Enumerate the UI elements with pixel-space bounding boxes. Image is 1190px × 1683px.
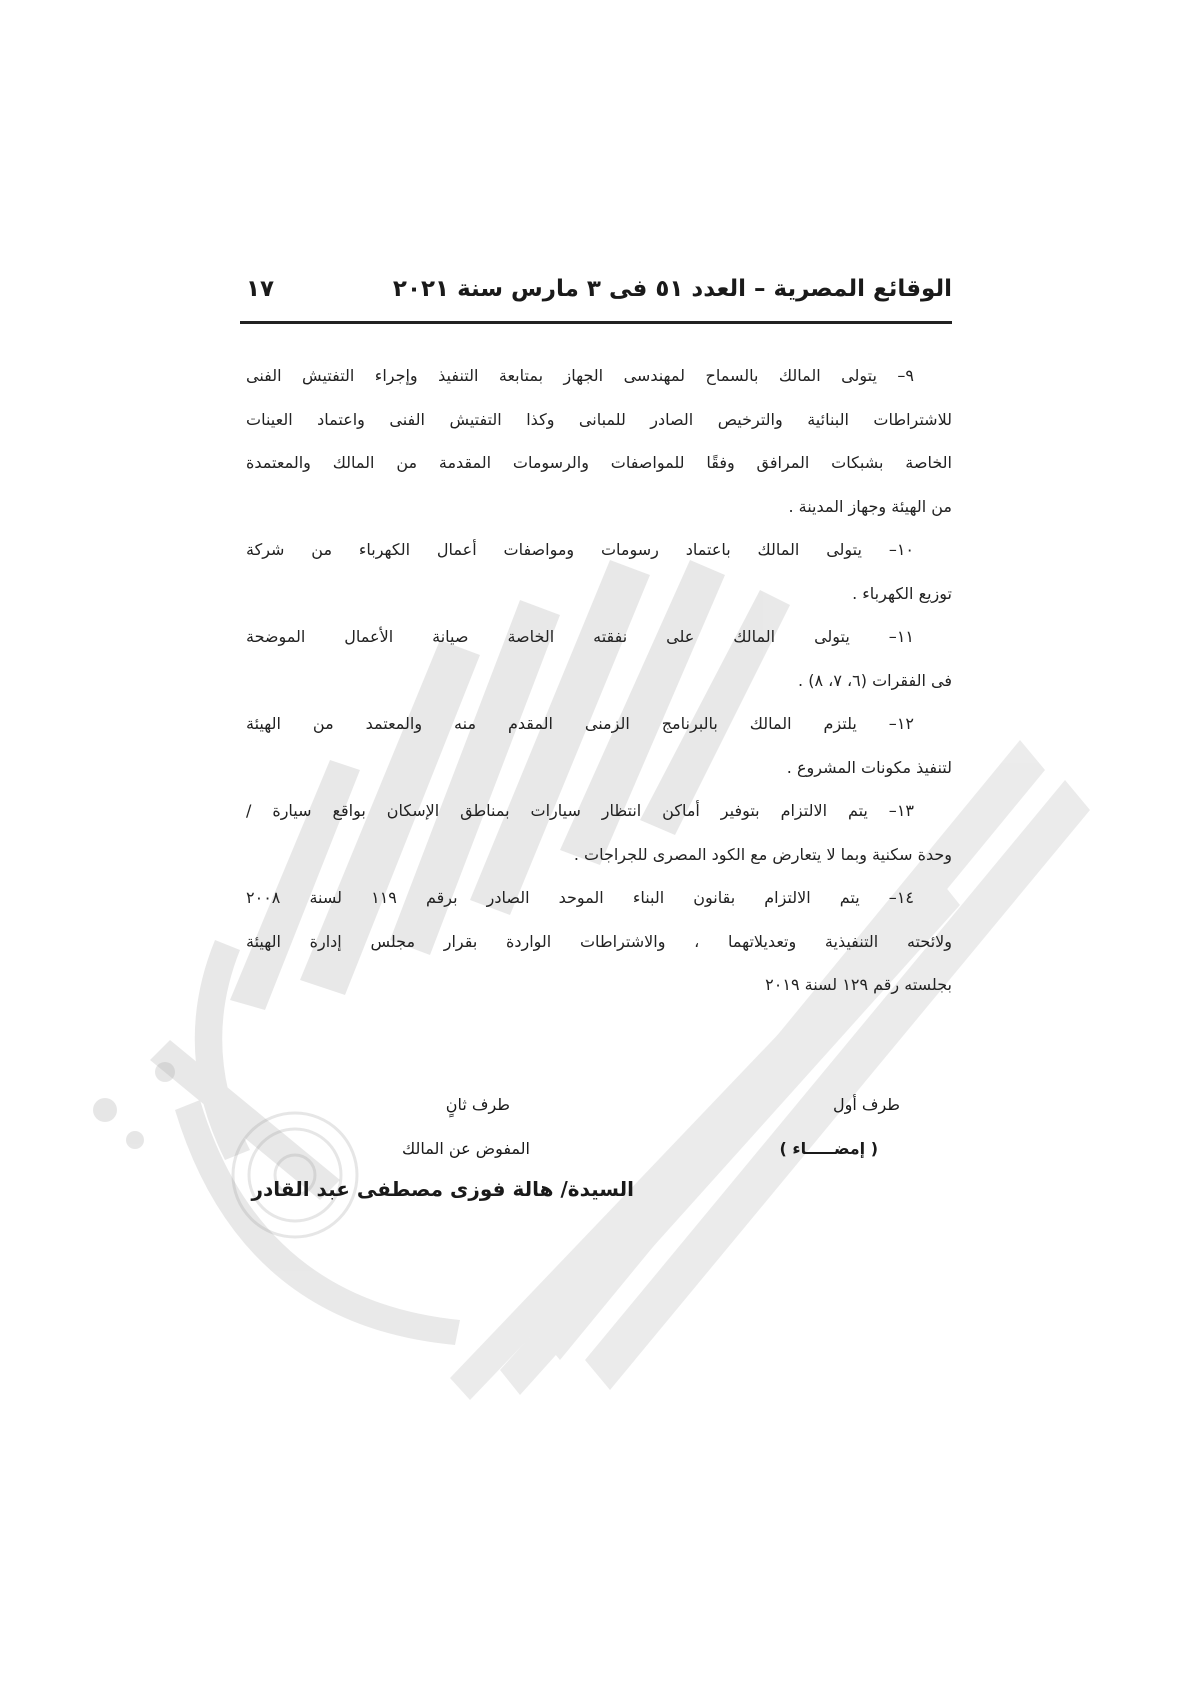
clause-line: بجلسته رقم ١٢٩ لسنة ٢٠١٩ <box>765 975 952 994</box>
clause-line: ٩– يتولى المالك بالسماح لمهندسى الجهاز بمتابعة التنفيذ وإجراء التفتيش الفنى <box>246 366 914 385</box>
clause-line: ١٠– يتولى المالك باعتماد رسومات ومواصفات أعمال الكهرباء من شركة <box>246 540 914 559</box>
clause-line: ١٣– يتم الالتزام بتوفير أماكن انتظار سيارات بمناطق الإسكان بواقع سيارة / <box>246 801 914 820</box>
second-party-role: المفوض عن المالك <box>402 1139 530 1158</box>
clause-line: لتنفيذ مكونات المشروع . <box>786 757 952 777</box>
clause-line: وحدة سكنية وبما لا يتعارض مع الكود المصرى للجراجات . <box>573 844 952 864</box>
clause-13 <box>246 789 952 876</box>
clause-line: الخاصة بشبكات المرافق وفقًا للمواصفات والرسومات المقدمة من المالك والمعتمدة <box>246 453 952 472</box>
clause-9 <box>246 354 952 528</box>
first-party-signature: ( إمضـــــاء ) <box>779 1139 878 1158</box>
clause-line: للاشتراطات البنائية والترخيص الصادر للمبانى وكذا التفتيش الفنى واعتماد العينات <box>246 409 952 429</box>
second-party-label: طرف ثانٍ <box>445 1095 510 1114</box>
clause-10 <box>246 528 952 615</box>
clause-line: ١٤– يتم الالتزام بقانون البناء الموحد الصادر برقم ١١٩ لسنة ٢٠٠٨ <box>246 888 914 907</box>
clause-11 <box>246 615 952 702</box>
header-divider <box>240 321 952 324</box>
clause-line: توزيع الكهرباء . <box>852 583 952 603</box>
clause-14 <box>246 876 952 1007</box>
clause-line: فى الفقرات (٦، ٧، ٨) . <box>798 670 952 690</box>
clause-line: من الهيئة وجهاز المدينة . <box>788 496 952 516</box>
clause-line: ولائحته التنفيذية وتعديلاتهما ، والاشتراطات الواردة بقرار مجلس إدارة الهيئة <box>246 931 952 951</box>
first-party-label: طرف أول <box>832 1095 900 1114</box>
page-number: ١٧ <box>246 276 275 302</box>
clause-line: ١٢– يلتزم المالك بالبرنامج الزمنى المقدم منه والمعتمد من الهيئة <box>246 714 914 733</box>
gazette-title: الوقائع المصرية – العدد ٥١ فى ٣ مارس سنة ٢٠٢١ <box>392 276 952 302</box>
clause-line: ١١– يتولى المالك على نفقته الخاصة صيانة الأعمال الموضحة <box>246 627 914 646</box>
document-body <box>246 354 952 1007</box>
clause-12 <box>246 702 952 789</box>
page-header <box>240 272 952 316</box>
second-party-name: السيدة/ هالة فوزى مصطفى عبد القادر <box>251 1177 634 1201</box>
